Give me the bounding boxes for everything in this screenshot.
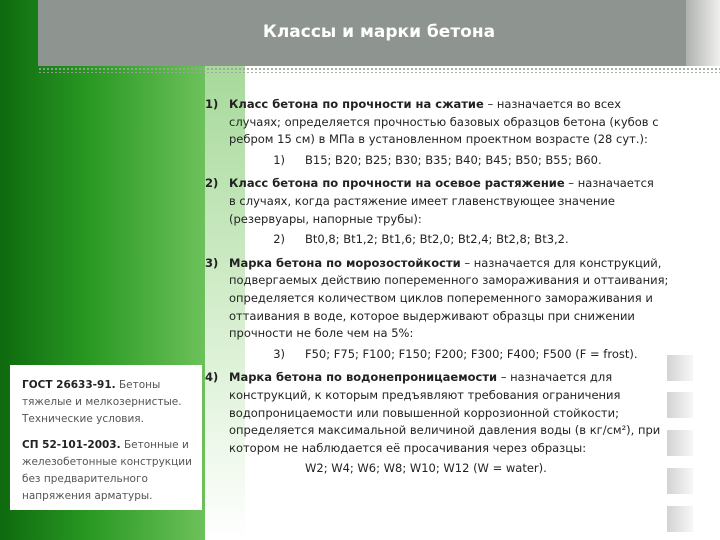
gost-title: Бетоны тяжелые и мелкозернистые. Технические условия. bbox=[22, 379, 182, 425]
item-heading-rest: – назначается bbox=[564, 176, 654, 191]
item-number: 2) bbox=[205, 176, 219, 191]
deco-square-5 bbox=[667, 506, 693, 532]
item-number: 3) bbox=[205, 255, 219, 270]
gost-code: ГОСТ 26633-91. bbox=[22, 379, 116, 391]
item-description: конструкций, к которым предъявляют требования ограничения водопроницаемости или повышенной коррозионной стойкости; определяется максимальной величиной давления воды (в кг/см²), при котором не наблюдается её просачивания через образцы: bbox=[229, 387, 661, 455]
gost-reference bbox=[22, 377, 192, 428]
item-heading-rest: – назначается для конструкций, bbox=[460, 255, 662, 270]
sub-number bbox=[205, 460, 305, 478]
sp-title: Бетонные и железобетонные конструкции без предварительного напряжения арматуры. bbox=[22, 439, 192, 502]
item-heading: Марка бетона по водонепроницаемости bbox=[229, 370, 498, 385]
sub-number: 1) bbox=[273, 152, 285, 167]
item-values bbox=[205, 460, 680, 478]
item-values bbox=[205, 231, 680, 249]
sub-number: 2) bbox=[273, 232, 285, 247]
item-heading: Класс бетона по прочности на сжатие bbox=[229, 97, 484, 111]
list-item bbox=[205, 369, 680, 478]
item-values bbox=[205, 152, 680, 170]
item-heading-rest: – назначается для bbox=[497, 370, 613, 385]
page-title: Классы и марки бетона bbox=[262, 22, 496, 42]
item-heading: Класс бетона по прочности на осевое растяжение bbox=[229, 176, 565, 191]
sub-values-text: W2; W4; W6; W8; W10; W12 (W = water). bbox=[305, 461, 547, 476]
list-item bbox=[205, 255, 680, 364]
list-item bbox=[205, 175, 680, 248]
item-heading-rest: – назначается во всех bbox=[483, 97, 622, 111]
dotted-divider bbox=[38, 67, 720, 73]
sub-number: 3) bbox=[273, 346, 285, 361]
item-values bbox=[205, 346, 680, 364]
sp-reference bbox=[22, 437, 192, 505]
item-description: подвергаемых действию попеременного замораживания и оттаивания; определяется количеством циклов попеременного замораживания и оттаивания в воде, которое выдерживают образцы при снижении прочности не боле чем на 5%: bbox=[229, 273, 669, 341]
item-number: 1) bbox=[205, 97, 219, 111]
sub-values-text: B15; B20; B25; B30; B35; B40; B45; B50; B55; B60. bbox=[305, 152, 602, 167]
item-number: 4) bbox=[205, 370, 219, 385]
item-description: в случаях, когда растяжение имеет главенствующее значение (резервуары, напорные трубы): bbox=[229, 193, 615, 226]
item-description: случаях; определяется прочностью базовых образцов бетона (кубов с ребром 15 см) в МПа в установленном проектном возрасте (28 сут.): bbox=[229, 114, 659, 147]
main-content bbox=[205, 96, 680, 484]
references-box bbox=[10, 365, 202, 510]
sub-values-text: Bt0,8; Bt1,2; Bt1,6; Bt2,0; Bt2,4; Bt2,8; Bt3,2. bbox=[305, 232, 569, 247]
item-heading: Марка бетона по морозостойкости bbox=[229, 255, 461, 270]
list-item bbox=[205, 96, 680, 169]
sub-values-text: F50; F75; F100; F150; F200; F300; F400; F500 (F = frost). bbox=[305, 346, 638, 361]
sp-code: СП 52-101-2003. bbox=[22, 439, 121, 451]
